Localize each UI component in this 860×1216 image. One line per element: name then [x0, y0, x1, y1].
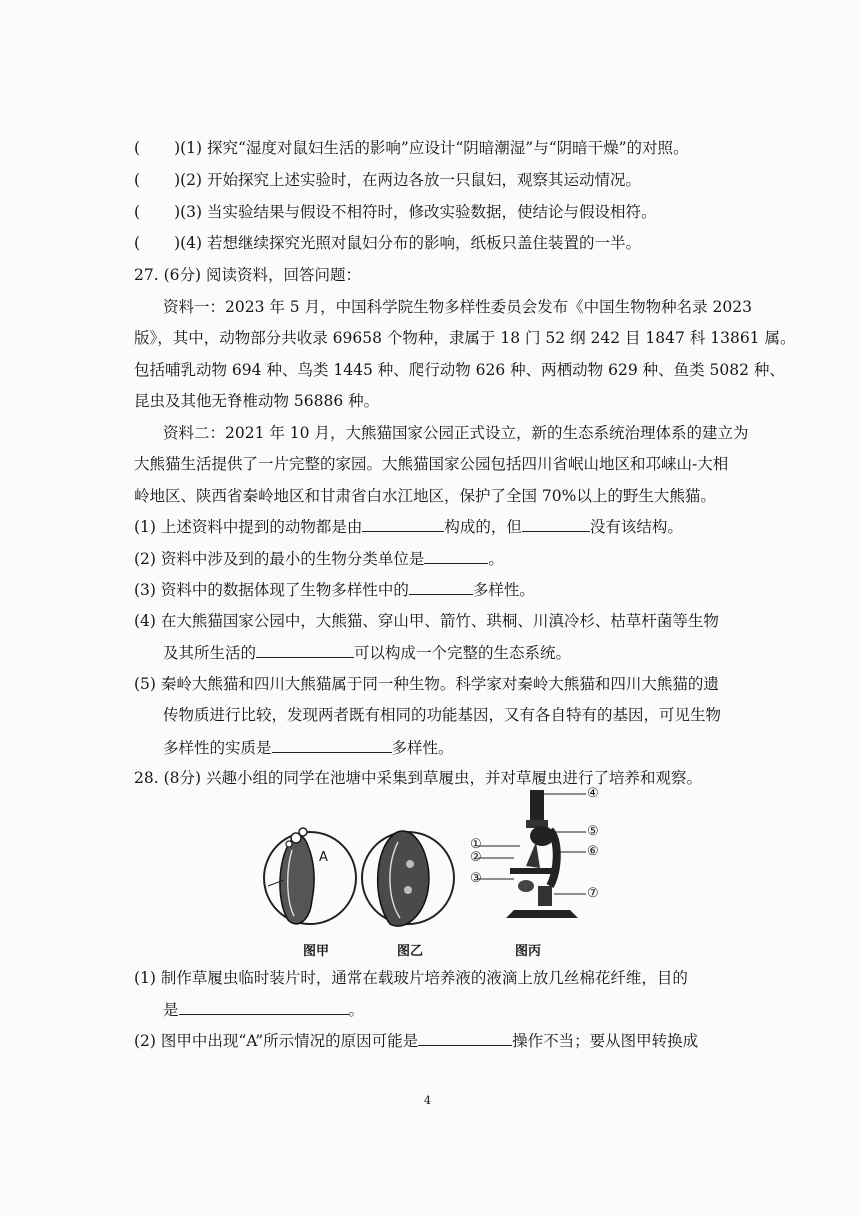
- callout-5: ⑤: [587, 824, 599, 839]
- material-1-line-2: 版》，其中，动物部分共收录 69658 个物种，隶属于 18 门 52 纲 242 目 1847 科 13861 属。: [134, 329, 796, 347]
- judge-text: (1) 探究“湿度对鼠妇生活的影响”应设计“阴暗潮湿”与“阴暗干燥”的对照。: [180, 139, 689, 157]
- callout-7: ⑦: [587, 886, 599, 901]
- q28-sub-2: (2) 图甲中出现“A”所示情况的原因可能是 操作不当；要从图甲转换成: [134, 1029, 698, 1052]
- answer-blank[interactable]: [424, 547, 488, 564]
- answer-blank[interactable]: [179, 998, 349, 1015]
- callout-2: ②: [470, 850, 482, 865]
- figure-caption-c: 图丙: [515, 944, 542, 959]
- q27-sub-5-line-1: (5) 秦岭大熊猫和四川大熊猫属于同一种生物。科学家对秦岭大熊猫和四川大熊猫的遗: [134, 675, 719, 693]
- q27-heading: 27. (6分) 阅读资料，回答问题：: [134, 266, 361, 284]
- callout-3: ③: [470, 871, 482, 886]
- judge-text: (2) 开始探究上述实验时，在两边各放一只鼠妇，观察其运动情况。: [180, 171, 642, 189]
- judge-item-4: ( )(4) 若想继续探究光照对鼠妇分布的影响，纸板只盖住装置的一半。: [134, 234, 642, 252]
- material-1-line-3: 包括哺乳动物 694 种、鸟类 1445 种、爬行动物 626 种、两栖动物 629 种、鱼类 5082 种、: [134, 361, 785, 379]
- material-2-line-3: 岭地区、陕西省秦岭地区和甘肃省白水江地区，保护了全国 70%以上的野生大熊猫。: [134, 487, 716, 505]
- judge-text: (3) 当实验结果与假设不相符时，修改实验数据，使结论与假设相符。: [180, 203, 657, 221]
- q27-sub-4-line-2: 及其所生活的 可以构成一个完整的生态系统。: [163, 641, 571, 664]
- figure-caption-b: 图乙: [397, 944, 424, 959]
- judge-text: (4) 若想继续探究光照对鼠妇分布的影响，纸板只盖住装置的一半。: [180, 234, 642, 252]
- q27-sub-5-line-3: 多样性的实质是 多样性。: [163, 736, 454, 759]
- q27-sub-5-line-2: 传物质进行比较，发现两者既有相同的功能基因，又有各自特有的基因，可见生物: [163, 706, 722, 724]
- material-1-line-4: 昆虫及其他无脊椎动物 56886 种。: [134, 392, 380, 410]
- callout-4: ④: [587, 786, 599, 801]
- answer-blank[interactable]: [362, 515, 444, 532]
- q28-sub-1-line-2: 是 。: [163, 998, 364, 1021]
- answer-blank[interactable]: [256, 641, 354, 658]
- q27-sub-1: (1) 上述资料中提到的动物都是由 构成的，但 没有该结构。: [134, 515, 683, 538]
- page-number: 4: [424, 1094, 431, 1107]
- answer-blank[interactable]: [418, 1029, 512, 1046]
- figure-paramecium-a: [262, 820, 358, 934]
- label-A: A: [319, 850, 328, 865]
- answer-blank[interactable]: [272, 736, 392, 753]
- judge-item-3: ( )(3) 当实验结果与假设不相符时，修改实验数据，使结论与假设相符。: [134, 203, 657, 221]
- figure-microscope: [470, 786, 600, 926]
- material-2-line-2: 大熊猫生活提供了一片完整的家园。大熊猫国家公园包括四川省岷山地区和邛崃山-大相: [134, 455, 729, 473]
- answer-blank[interactable]: [409, 578, 473, 595]
- q27-sub-2: (2) 资料中涉及到的最小的生物分类单位是 。: [134, 547, 504, 570]
- figure-caption-a: 图甲: [303, 944, 330, 959]
- figure-paramecium-b: [360, 820, 456, 934]
- answer-blank[interactable]: [522, 515, 590, 532]
- q27-sub-3: (3) 资料中的数据体现了生物多样性中的 多样性。: [134, 578, 535, 601]
- callout-6: ⑥: [587, 844, 599, 859]
- judge-item-1: ( )(1) 探究“湿度对鼠妇生活的影响”应设计“阴暗潮湿”与“阴暗干燥”的对照。: [134, 139, 689, 157]
- judge-item-2: ( )(2) 开始探究上述实验时，在两边各放一只鼠妇，观察其运动情况。: [134, 171, 642, 189]
- q28-heading: 28. (8分) 兴趣小组的同学在池塘中采集到草履虫，并对草履虫进行了培养和观察。: [134, 769, 702, 787]
- callout-1: ①: [470, 837, 482, 852]
- q28-sub-1-line-1: (1) 制作草履虫临时装片时，通常在载玻片培养液的液滴上放几丝棉花纤维，目的: [134, 969, 688, 987]
- material-1-line-1: 资料一：2023 年 5 月，中国科学院生物多样性委员会发布《中国生物物种名录 2023: [163, 298, 752, 316]
- material-2-line-1: 资料二：2021 年 10 月，大熊猫国家公园正式设立，新的生态系统治理体系的建立为: [163, 424, 749, 442]
- q27-sub-4-line-1: (4) 在大熊猫国家公园中，大熊猫、穿山甲、箭竹、珙桐、川滇冷杉、枯草杆菌等生物: [134, 612, 719, 630]
